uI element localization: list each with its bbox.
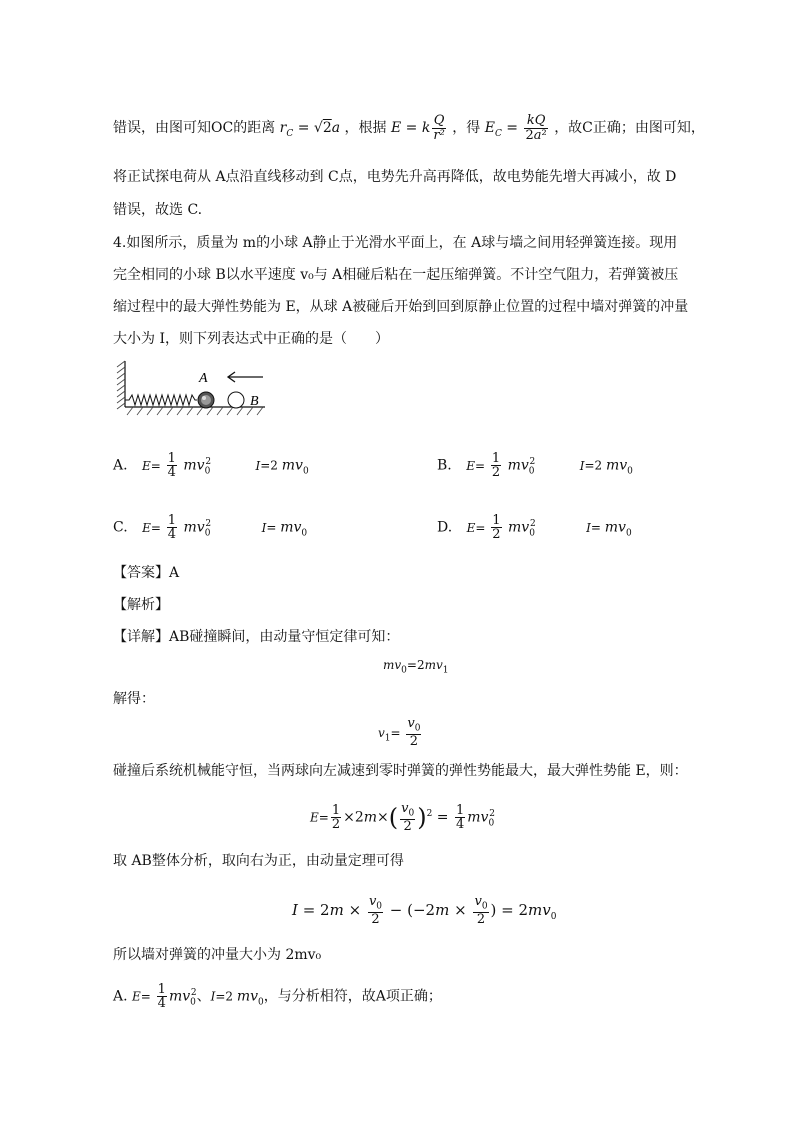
question-line-4: 大小为 I，则下列表达式中正确的是（ ） xyxy=(113,331,389,347)
solve-label: 解得： xyxy=(113,691,155,707)
rc-formula: $r_C = √2a$ xyxy=(279,120,341,139)
label-b: B xyxy=(250,394,259,409)
intro-line-1 xyxy=(113,112,705,144)
final-a-line: A. E= $\frac{1}{4}$ $mv_0^2$、I=2 $mv_0$，与分析相符，故A项正确； xyxy=(113,981,442,1012)
intro-text-1a: 错误，由图可知OC的距离 xyxy=(113,120,276,136)
option-c-impulse: I xyxy=(261,520,267,535)
intro-text-1b: ，根据 xyxy=(344,120,387,136)
option-b-impulse: I xyxy=(579,458,585,473)
option-d[interactable]: D. E= $\frac{1}{2}$ $mv_0^2$ $I= mv_0$ xyxy=(437,512,632,543)
intro-text-1d: ，故C正确；由图可知， xyxy=(554,120,705,136)
label-a: A xyxy=(199,371,208,386)
option-a[interactable]: A. E= $\frac{1}{4}$ $mv_0^2$ I=2 $mv_0$ xyxy=(113,450,309,481)
momentum-line: 取 AB整体分析，取向右为正，由动量定理可得 xyxy=(113,853,404,869)
intro-text-1c: ，得 xyxy=(452,120,481,136)
equation-1: $mv_0=2mv_1$ xyxy=(383,658,449,676)
option-a-impulse: I xyxy=(255,458,261,473)
option-b-letter: B. xyxy=(437,457,452,474)
question-line-3: 缩过程中的最大弹性势能为 E，从球 A被碰后开始到回到原静止位置的过程中墙对弹簧的冲量 xyxy=(113,299,689,315)
intro-line-3: 错误，故选 C. xyxy=(113,202,203,218)
equation-4: I = 2m × $\frac{v_0}{2}$ − (−2m × $\frac{v_0}{2}$ ) = $2mv_0$ xyxy=(292,894,557,928)
spring-diagram xyxy=(113,355,273,425)
option-c-letter: C. xyxy=(113,519,128,536)
detail-line: 【详解】AB碰撞瞬间，由动量守恒定律可知： xyxy=(113,629,400,645)
option-a-letter: A. xyxy=(113,457,128,474)
equation-2: $v_1=$ $\frac{v_0}{2}$ xyxy=(378,716,421,750)
answer-label: 【答案】A xyxy=(113,565,180,581)
spring-figure xyxy=(113,355,273,425)
question-line-1: 4.如图所示，质量为 m的小球 A静止于光滑水平面上，在 A球与墙之间用轻弹簧连接。现用 xyxy=(113,235,678,251)
wall xyxy=(117,361,265,415)
e-formula: E = k $\frac{Q}{\text{r²}}$ xyxy=(391,112,445,143)
option-d-impulse: I xyxy=(586,520,591,535)
energy-line: 碰撞后系统机械能守恒，当两球向左减速到零时弹簧的弹性势能最大，最大弹性势能 E，则： xyxy=(113,763,688,779)
analysis-label: 【解析】 xyxy=(113,597,169,613)
option-b[interactable]: B. E= $\frac{1}{2}$ $mv_0^2$ I=2 $mv_0$ xyxy=(437,450,633,481)
ec-formula: $E_C$ = $\frac{kQ}{\text{2a²}}$ xyxy=(484,112,547,143)
intro-line-2: 将正试探电荷从 A点沿直线移动到 C点，电势先升高再降低，故电势能先增大再减小，故 D xyxy=(113,169,677,185)
velocity-arrow xyxy=(228,372,263,382)
spring xyxy=(125,395,197,405)
equation-3: E= $\frac{1}{2}$ ×2m×( $\frac{v_0}{2}$ )$^2$ = $\frac{1}{4}$ $mv_0^2$ xyxy=(310,800,495,834)
ball-b xyxy=(228,392,244,408)
impulse-line: 所以墙对弹簧的冲量大小为 2mv₀ xyxy=(113,947,322,963)
option-c[interactable]: C. E= $\frac{1}{4}$ $mv_0^2$ $I= mv_0$ xyxy=(113,512,308,543)
option-d-letter: D. xyxy=(437,519,453,536)
question-line-2: 完全相同的小球 B以水平速度 v₀与 A相碰后粘在一起压缩弹簧。不计空气阻力，若弹簧被压 xyxy=(113,267,679,283)
